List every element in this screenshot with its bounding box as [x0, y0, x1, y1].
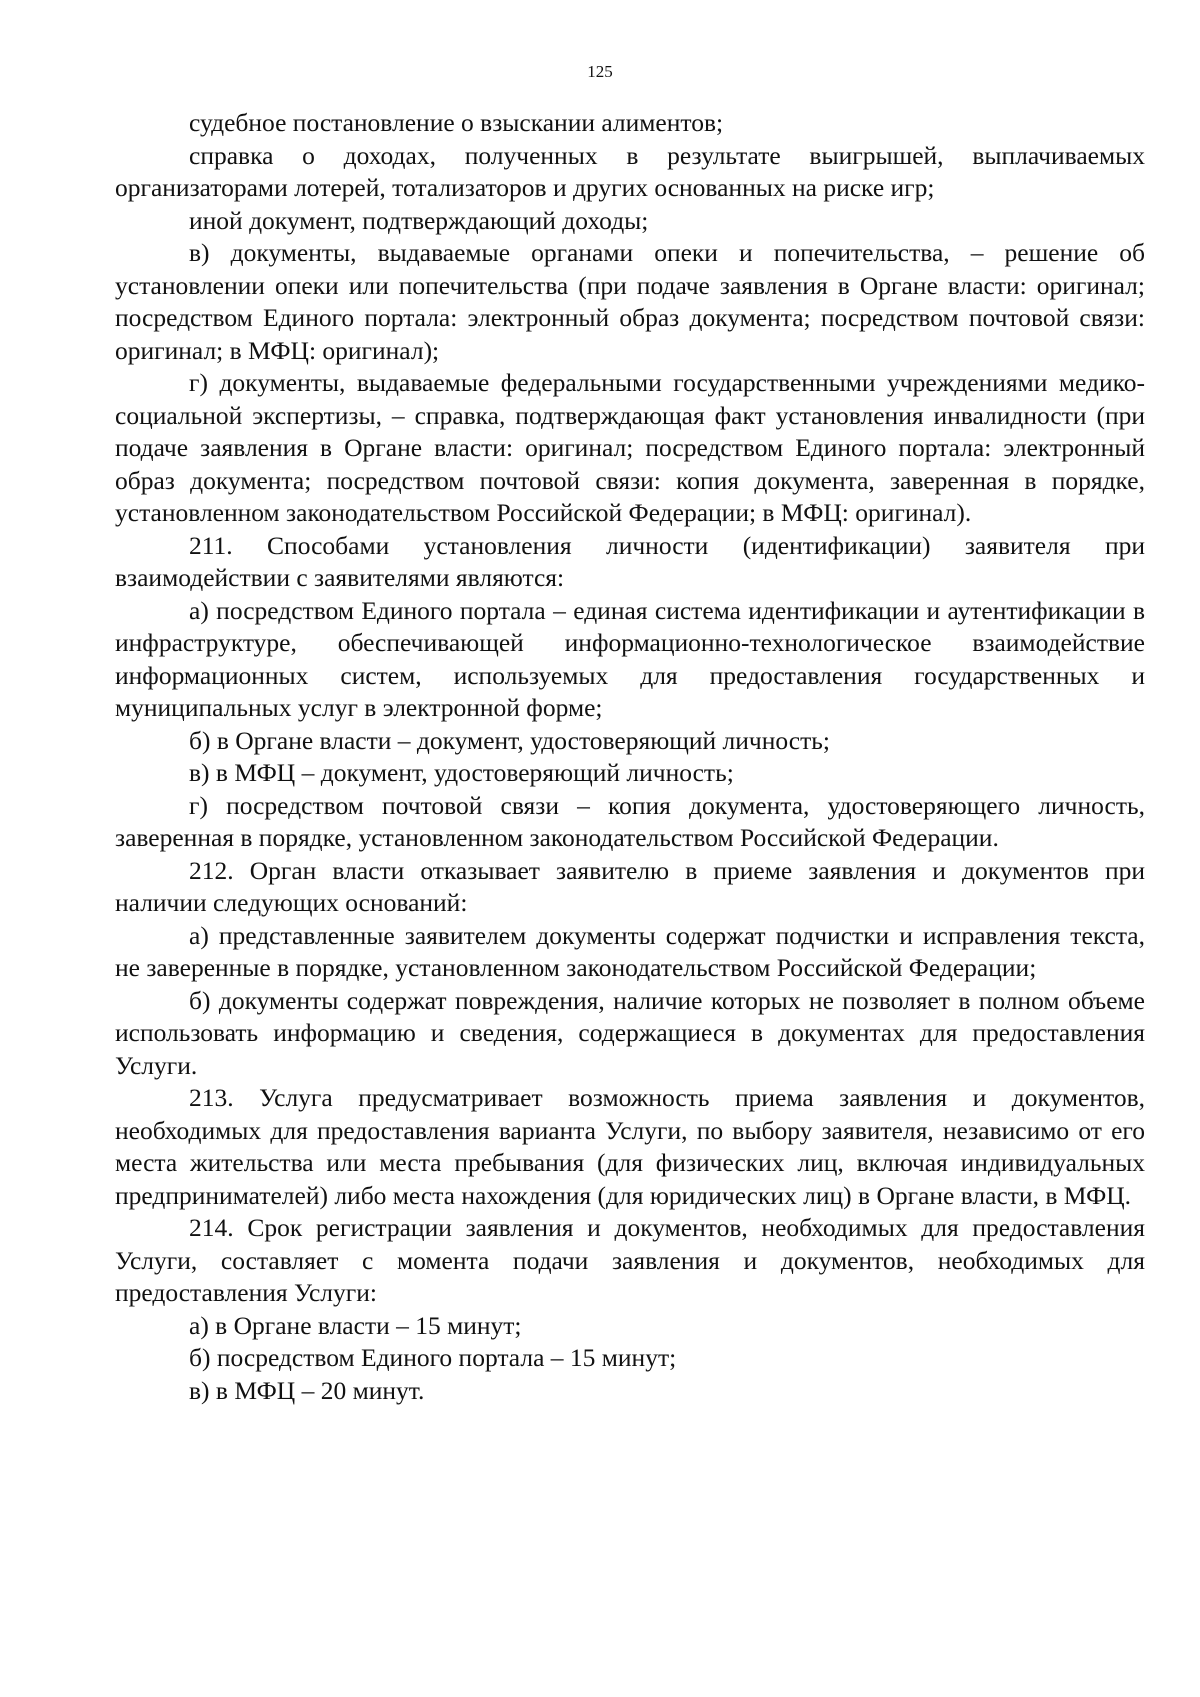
paragraph: б) посредством Единого портала – 15 минут;: [189, 1343, 677, 1372]
paragraph: 214. Срок регистрации заявления и документов, необходимых для предоставления Услуги, составляет с момента подачи заявления и документов, необходимых для предоставления Услуги:: [115, 1213, 1145, 1307]
paragraph: в) в МФЦ – 20 минут.: [189, 1375, 425, 1405]
paragraph: а) посредством Единого портала – единая система идентификации и аутентификации в инфраструктуре, обеспечивающей информационно-технологическое взаимодействие информационных систем, используемых для предоставления государственных и муниципальных услуг в электронной форме;: [115, 595, 1145, 722]
paragraph: в) в МФЦ – документ, удостоверяющий личность;: [189, 758, 734, 787]
paragraph: иной документ, подтверждающий доходы;: [189, 205, 649, 235]
paragraph: 212. Орган власти отказывает заявителю в приеме заявления и документов при наличии следующих оснований:: [115, 855, 1145, 917]
paragraph: г) документы, выдаваемые федеральными государственными учреждениями медико-социальной экспертизы, – справка, подтверждающая факт установления инвалидности (при подаче заявления в Органе власти: оригинал; посредством Единого портала: электронный образ документа; посредством почтовой связи: копия документа, заверенная в порядке, установленном законодательством Российской Федерации; в МФЦ: оригинал).: [115, 368, 1145, 527]
paragraph: г) посредством почтовой связи – копия документа, удостоверяющего личность, заверенная в порядке, установленном законодательством Российской Федерации.: [115, 790, 1145, 852]
document-body: [115, 107, 1145, 1407]
paragraph: а) в Органе власти – 15 минут;: [189, 1310, 522, 1340]
paragraph: в) документы, выдаваемые органами опеки и попечительства, – решение об установлении опеки или попечительства (при подаче заявления в Органе власти: оригинал; посредством Единого портала: электронный образ документа; посредством почтовой связи: оригинал; в МФЦ: оригинал);: [115, 238, 1145, 365]
paragraph: 213. Услуга предусматривает возможность приема заявления и документов, необходимых для предоставления варианта Услуги, по выбору заявителя, независимо от его места жительства или места пребывания (для физических лиц, включая индивидуальных предпринимателей) либо места нахождения (для юридических лиц) в Органе власти, в МФЦ.: [115, 1083, 1145, 1210]
paragraph: а) представленные заявителем документы содержат подчистки и исправления текста, не заверенные в порядке, установленном законодательством Российской Федерации;: [115, 920, 1145, 982]
paragraph: б) документы содержат повреждения, наличие которых не позволяет в полном объеме использовать информацию и сведения, содержащиеся в документах для предоставления Услуги.: [115, 985, 1145, 1080]
paragraph: 211. Способами установления личности (идентификации) заявителя при взаимодействии с заявителями являются:: [115, 530, 1145, 592]
page-number: 125: [587, 62, 613, 81]
paragraph: судебное постановление о взыскании алиментов;: [189, 108, 724, 137]
paragraph: б) в Органе власти – документ, удостоверяющий личность;: [189, 725, 830, 755]
paragraph: справка о доходах, полученных в результате выигрышей, выплачиваемых организаторами лотерей, тотализаторов и других основанных на риске игр;: [115, 140, 1145, 202]
